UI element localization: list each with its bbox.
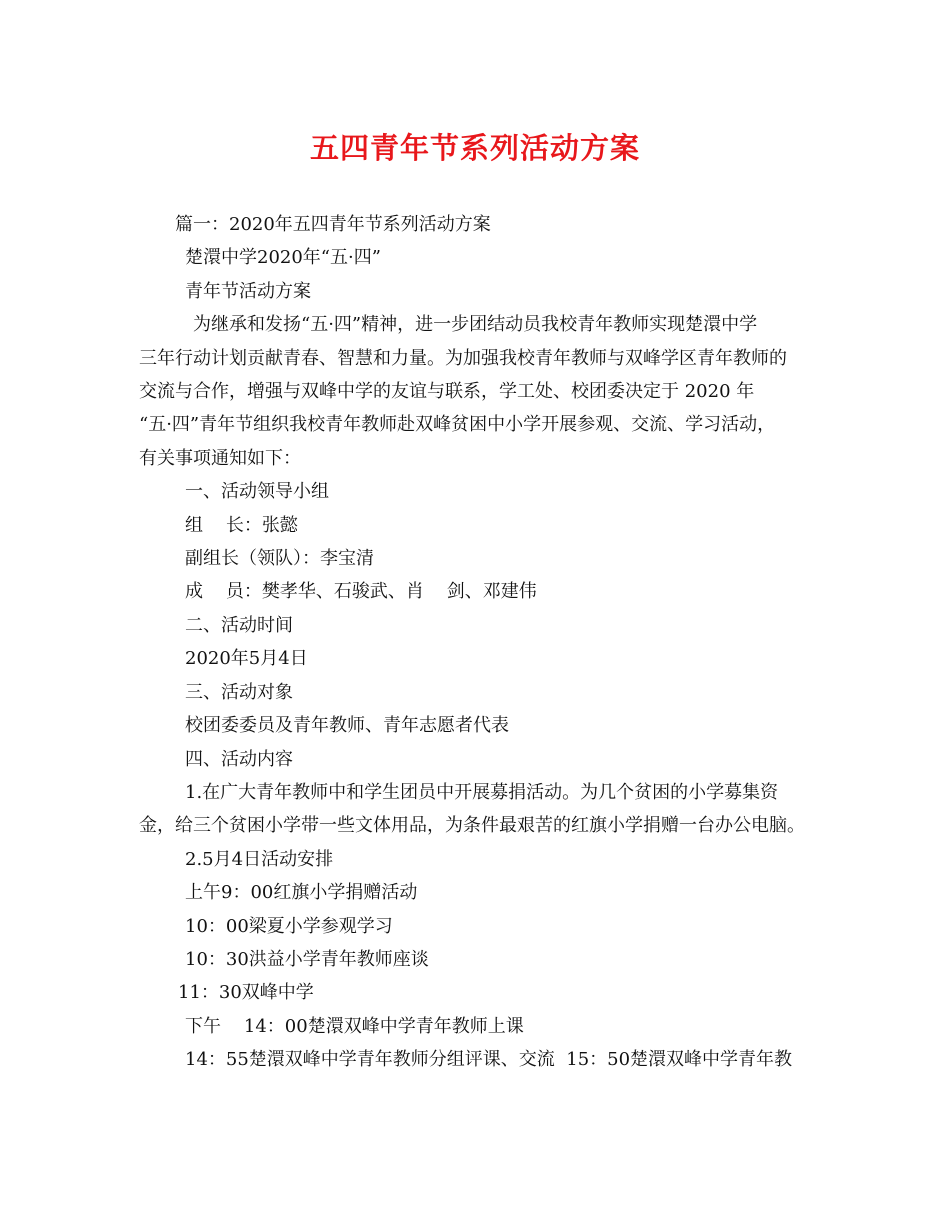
section-heading: 三、活动对象 [185, 681, 293, 703]
list-item: 2020年5月4日 [185, 648, 308, 670]
subtitle-line: 楚澴中学2020年“五·四” [185, 247, 381, 269]
list-item: 组 长：张懿 [185, 514, 298, 536]
section-heading: 四、活动内容 [185, 748, 293, 770]
list-item: 2.5月4日活动安排 [185, 848, 334, 870]
list-item: 副组长（领队）：李宝清 [185, 548, 374, 570]
paragraph-line: 金，给三个贫困小学带一些文体用品，为条件最艰苦的红旗小学捐赠一台办公电脑。 [139, 815, 805, 837]
paragraph-line: 三年行动计划贡献青春、智慧和力量。为加强我校青年教师与双峰学区青年教师的 [139, 347, 787, 369]
section-heading: 二、活动时间 [185, 614, 293, 636]
document-body [139, 208, 819, 1077]
list-item: 成 员：樊孝华、石骏武、肖 剑、邓建伟 [185, 581, 537, 603]
subtitle-line: 青年节活动方案 [185, 280, 311, 302]
document-title: 五四青年节系列活动方案 [309, 131, 640, 165]
schedule-item: 10：00梁夏小学参观学习 [185, 915, 393, 937]
schedule-item: 11：30双峰中学 [178, 982, 314, 1004]
paragraph-line: 交流与合作，增强与双峰中学的友谊与联系，学工处、校团委决定于 2020 年 [139, 381, 755, 403]
section-heading: 一、活动领导小组 [185, 481, 329, 503]
paragraph-line: 1.在广大青年教师中和学生团员中开展募捐活动。为几个贫困的小学募集资 [185, 781, 779, 803]
schedule-item: 下午 14：00楚澴双峰中学青年教师上课 [185, 1015, 524, 1037]
schedule-item: 上午9：00红旗小学捐赠活动 [185, 882, 418, 904]
section-heading: 篇一：2020年五四青年节系列活动方案 [175, 214, 491, 235]
list-item: 校团委委员及青年教师、青年志愿者代表 [185, 715, 509, 737]
schedule-item: 14：55楚澴双峰中学青年教师分组评课、交流 15：50楚澴双峰中学青年教 [185, 1049, 793, 1071]
schedule-item: 10：30洪益小学青年教师座谈 [185, 948, 429, 970]
paragraph-line: “五·四”青年节组织我校青年教师赴双峰贫困中小学开展参观、交流、学习活动， [139, 414, 776, 436]
paragraph-line: 为继承和发扬“五·四”精神，进一步团结动员我校青年教师实现楚澴中学 [193, 314, 758, 336]
paragraph-line: 有关事项通知如下： [139, 447, 301, 469]
